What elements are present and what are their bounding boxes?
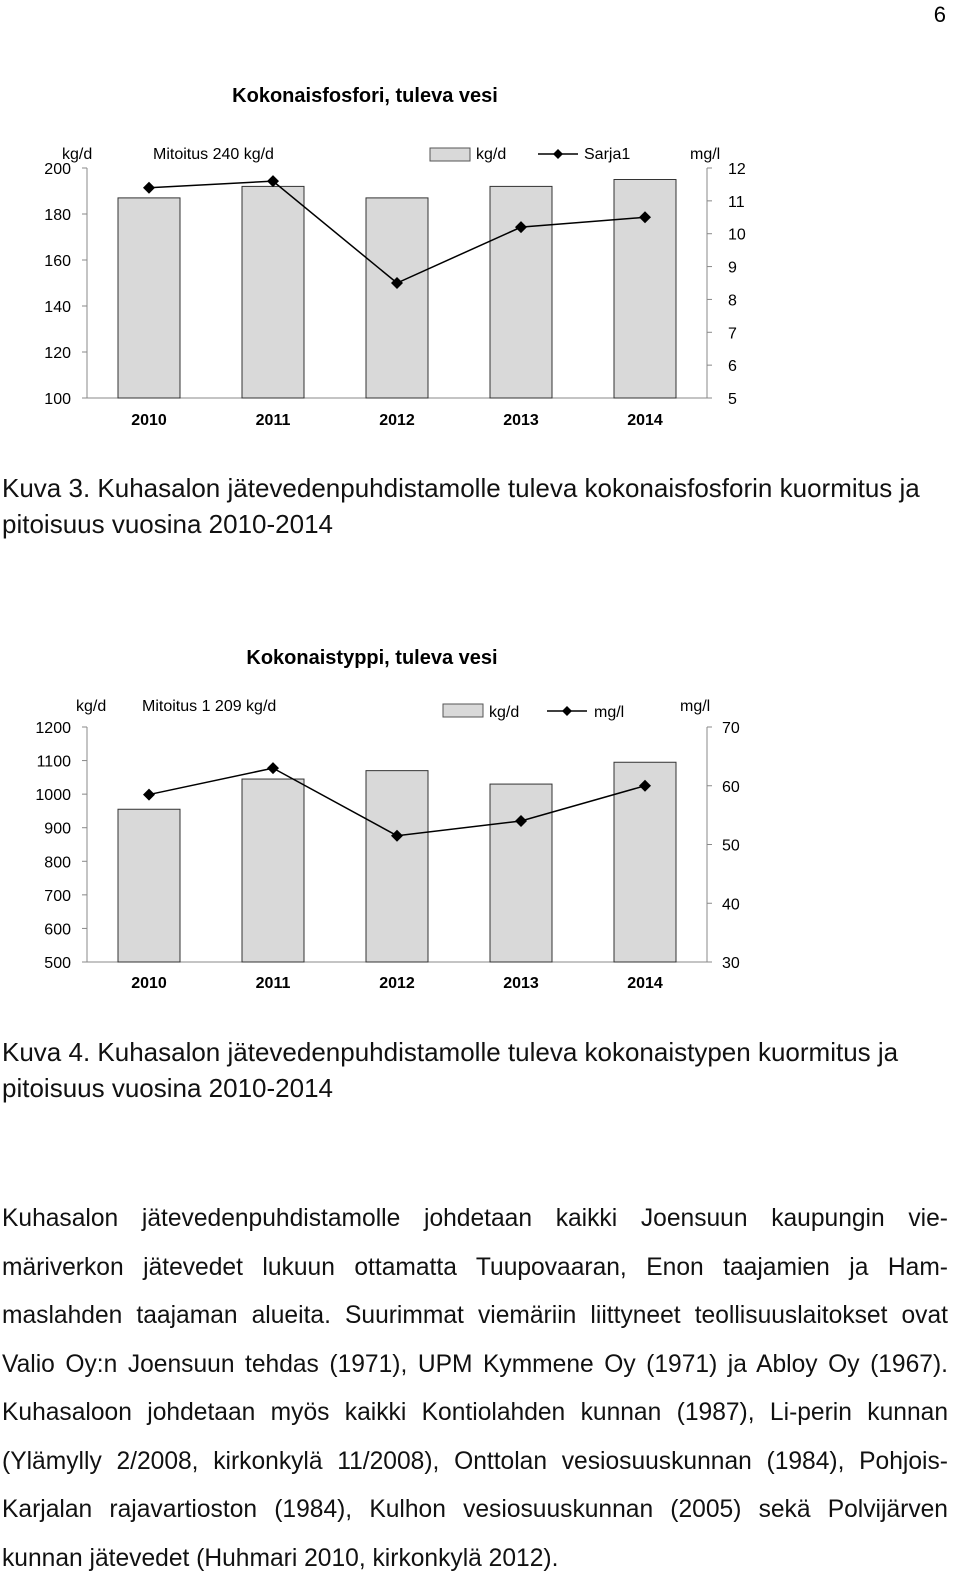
category-label: 2014 — [627, 975, 663, 992]
point-2010 — [143, 789, 155, 801]
design-capacity-label: Mitoitus 1 209 kg/d — [142, 698, 277, 715]
page-number: 6 — [933, 2, 946, 27]
right-tick-label: 30 — [722, 955, 740, 972]
figure-caption-4: Kuva 4. Kuhasalon jätevedenpuhdistamolle tuleva kokonaistypen kuormitus ja pitoisuus vuosina 2010-2014 — [2, 1037, 899, 1103]
left-tick-label: 800 — [44, 854, 71, 872]
bar-2010 — [118, 809, 180, 962]
category-label: 2011 — [255, 412, 291, 429]
legend-diamond-marker — [553, 149, 563, 159]
right-tick-label: 70 — [722, 720, 740, 737]
category-label: 2012 — [379, 412, 415, 429]
category-label: 2010 — [131, 975, 167, 992]
right-tick-label: 5 — [728, 391, 737, 408]
left-tick-label: 120 — [44, 345, 71, 362]
phosphorus-chart — [0, 70, 960, 440]
left-axis-unit: kg/d — [76, 698, 107, 715]
design-capacity-label: Mitoitus 240 kg/d — [153, 146, 274, 163]
figure-caption-3: Kuva 3. Kuhasalon jätevedenpuhdistamolle tuleva kokonaisfosforin kuormitus ja pitoisuus vuosina 2010-2014 — [2, 473, 920, 539]
bar-2012 — [366, 771, 428, 962]
left-tick-label: 1000 — [35, 787, 71, 805]
legend-bar-swatch — [430, 148, 470, 161]
point-2011 — [267, 762, 279, 774]
left-tick-label: 180 — [44, 207, 71, 224]
left-tick-label: 900 — [44, 820, 71, 838]
right-tick-label: 12 — [728, 161, 746, 178]
right-tick-label: 6 — [728, 358, 737, 376]
bars — [118, 762, 676, 962]
right-tick-label: 10 — [728, 226, 746, 244]
category-label: 2010 — [131, 412, 167, 429]
left-tick-label: 100 — [44, 391, 71, 408]
legend-bar-label: kg/d — [476, 146, 507, 163]
right-tick-label: 40 — [722, 896, 740, 914]
right-axis-unit: mg/l — [680, 698, 711, 715]
category-label: 2014 — [627, 412, 663, 429]
legend-line-label: mg/l — [594, 704, 625, 721]
right-tick-label: 7 — [728, 325, 737, 343]
right-tick-label: 8 — [728, 292, 737, 310]
right-tick-label: 50 — [722, 837, 740, 855]
left-tick-label: 1100 — [36, 753, 71, 771]
left-axis-unit: kg/d — [62, 146, 93, 163]
left-tick-label: 700 — [44, 887, 71, 905]
bar-2010 — [118, 198, 180, 398]
bar-2013 — [490, 784, 552, 962]
category-label: 2011 — [255, 975, 291, 992]
legend-line-label: Sarja1 — [584, 146, 631, 163]
left-tick-label: 500 — [44, 955, 71, 972]
bar-2011 — [242, 186, 304, 398]
category-label: 2012 — [379, 975, 415, 992]
right-tick-label: 11 — [728, 193, 745, 211]
left-tick-label: 140 — [44, 299, 71, 316]
right-tick-label: 9 — [728, 259, 737, 277]
chart-title: Kokonaistyppi, tuleva vesi — [246, 647, 498, 669]
right-axis-unit: mg/l — [690, 146, 721, 163]
bar-2012 — [366, 198, 428, 398]
nitrogen-chart — [0, 630, 960, 1000]
legend-bar-label: kg/d — [489, 704, 520, 721]
category-label: 2013 — [503, 975, 539, 992]
chart-title: Kokonaisfosfori, tuleva vesi — [232, 85, 498, 107]
category-label: 2013 — [503, 412, 539, 429]
bar-2011 — [242, 779, 304, 962]
legend-bar-swatch — [443, 704, 483, 717]
bar-2013 — [490, 186, 552, 398]
left-tick-label: 200 — [44, 161, 71, 178]
left-tick-label: 600 — [44, 921, 71, 939]
point-2010 — [143, 182, 155, 194]
legend-diamond-marker — [562, 706, 572, 716]
right-tick-label: 60 — [722, 778, 740, 796]
left-tick-label: 1200 — [35, 720, 71, 737]
body-paragraph: Kuhasalon jätevedenpuhdistamolle johdetaan kaikki Joensuun kaupungin vie-märiverkon jätevedet lukuun ottamatta Tuupovaaran, Enon taajamien ja Ham-maslahden taajaman alueita. Suurimmat viemäriin liittyneet teollisuuslaitokset ovat Valio Oy:n Joensuun tehdas (1971), UPM Kymmene Oy (1971) ja Abloy Oy (1967). Kuhasaloon johdetaan myös kaikki Kontiolahden kunnan (1987), Li-perin kunnan (Ylämylly 2/2008, kirkonkylä 11/2008), Onttolan vesiosuuskunnan (1984), Pohjois-Karjalan rajavartioston (1984), Kulhon vesiosuuskunnan (2005) sekä Polvijärven kunnan jätevedet (Huhmari 2010, kirkonkylä 2012). — [2, 1205, 948, 1572]
left-tick-label: 160 — [44, 253, 71, 270]
